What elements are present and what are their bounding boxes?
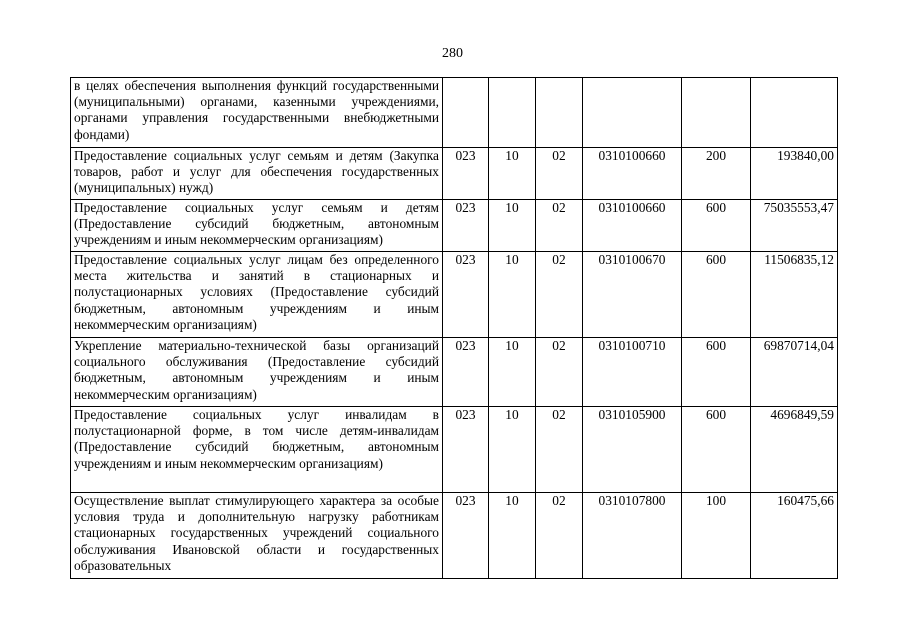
amount-value: 69870714,04 — [751, 338, 838, 407]
row-description: Предоставление социальных услуг семьям и детям (Предоставление субсидий бюджетным, автономным учреждениям и иным некоммерческим организациям) — [71, 200, 443, 252]
subsection-code: 02 — [536, 148, 583, 200]
target-article-code: 0310107800 — [583, 493, 682, 579]
expense-type-code — [682, 78, 751, 148]
table-row — [71, 200, 838, 252]
section-code: 10 — [489, 200, 536, 252]
section-code: 10 — [489, 407, 536, 493]
table-row — [71, 252, 838, 338]
amount-value: 4696849,59 — [751, 407, 838, 493]
table-row — [71, 78, 838, 148]
expense-type-code: 600 — [682, 338, 751, 407]
expense-type-code: 600 — [682, 252, 751, 338]
target-article-code: 0310105900 — [583, 407, 682, 493]
subsection-code: 02 — [536, 338, 583, 407]
row-description: Предоставление социальных услуг лицам без определенного места жительства и занятий в стационарных и полустационарных условиях (Предоставление субсидий бюджетным, автономным учреждениям и иным некоммерческим организациям) — [71, 252, 443, 338]
expense-type-code: 600 — [682, 200, 751, 252]
section-code: 10 — [489, 148, 536, 200]
target-article-code: 0310100660 — [583, 148, 682, 200]
ministry-code: 023 — [443, 493, 489, 579]
amount-value: 75035553,47 — [751, 200, 838, 252]
ministry-code: 023 — [443, 200, 489, 252]
ministry-code: 023 — [443, 407, 489, 493]
subsection-code: 02 — [536, 407, 583, 493]
section-code: 10 — [489, 338, 536, 407]
page-number: 280 — [442, 46, 463, 61]
target-article-code: 0310100710 — [583, 338, 682, 407]
subsection-code: 02 — [536, 252, 583, 338]
budget-table — [70, 77, 838, 579]
row-description: Осуществление выплат стимулирующего характера за особые условия труда и дополнительную нагрузку работникам стационарных государственных учреждений социального обслуживания Ивановской области и государственных образовательных — [71, 493, 443, 579]
row-description: Укрепление материально-технической базы организаций социального обслуживания (Предоставление субсидий бюджетным, автономным учреждениям и иным некоммерческим организациям) — [71, 338, 443, 407]
amount-value — [751, 78, 838, 148]
table-row — [71, 493, 838, 579]
row-description: Предоставление социальных услуг инвалидам в полустационарной форме, в том числе детям-инвалидам (Предоставление субсидий бюджетным, автономным учреждениям и иным некоммерческим организациям) — [71, 407, 443, 493]
amount-value: 11506835,12 — [751, 252, 838, 338]
target-article-code: 0310100670 — [583, 252, 682, 338]
subsection-code: 02 — [536, 493, 583, 579]
expense-type-code: 200 — [682, 148, 751, 200]
target-article-code: 0310100660 — [583, 200, 682, 252]
amount-value: 193840,00 — [751, 148, 838, 200]
section-code — [489, 78, 536, 148]
ministry-code: 023 — [443, 252, 489, 338]
ministry-code: 023 — [443, 148, 489, 200]
ministry-code: 023 — [443, 338, 489, 407]
section-code: 10 — [489, 493, 536, 579]
section-code: 10 — [489, 252, 536, 338]
amount-value: 160475,66 — [751, 493, 838, 579]
row-description: Предоставление социальных услуг семьям и детям (Закупка товаров, работ и услуг для обеспечения государственных (муниципальных) нужд) — [71, 148, 443, 200]
table-row — [71, 338, 838, 407]
subsection-code: 02 — [536, 200, 583, 252]
table-row — [71, 407, 838, 493]
ministry-code — [443, 78, 489, 148]
target-article-code — [583, 78, 682, 148]
row-description: в целях обеспечения выполнения функций государственными (муниципальными) органами, казенными учреждениями, органами управления государственными внебюджетными фондами) — [71, 78, 443, 148]
subsection-code — [536, 78, 583, 148]
expense-type-code: 100 — [682, 493, 751, 579]
table-row — [71, 148, 838, 200]
expense-type-code: 600 — [682, 407, 751, 493]
